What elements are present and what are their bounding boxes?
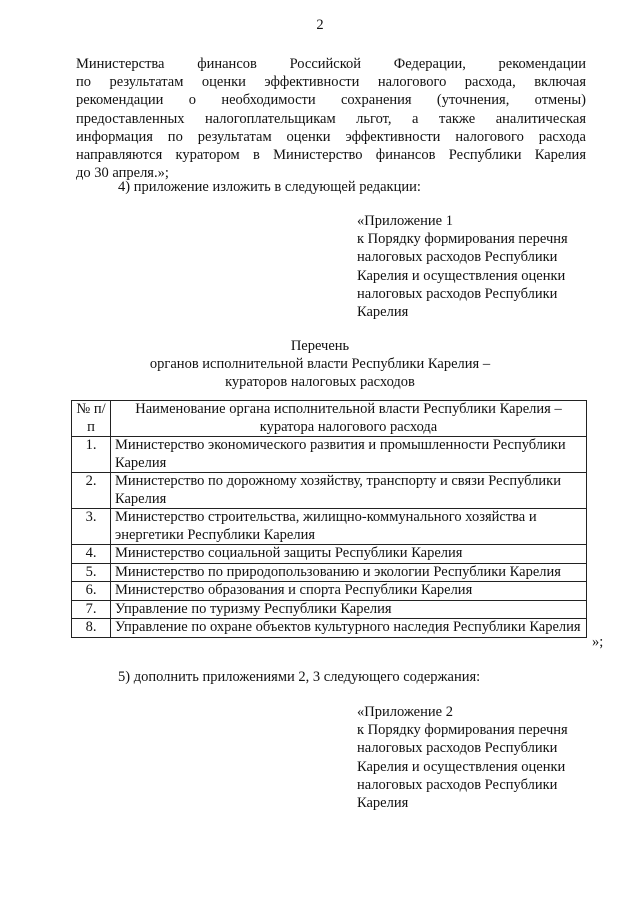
text-line: по результатам оценки эффективности налогового расхода, включая xyxy=(76,74,586,91)
row-name: Министерство экономического развития и промышленности Республики Карелия xyxy=(111,437,587,473)
text-line: до 30 апреля.»; xyxy=(76,165,169,182)
appendix-line: Карелия и осуществления оценки xyxy=(357,267,566,284)
text-line: Министерства финансов Российской Федерации, рекомендации xyxy=(76,56,586,72)
row-number: 7. xyxy=(72,600,111,619)
item-4-text: 4) приложение изложить в следующей редакции: xyxy=(118,179,421,195)
row-number: 8. xyxy=(72,619,111,638)
text-line: предоставленных налогоплательщикам льгот, а также аналитическая xyxy=(76,110,586,127)
table-row xyxy=(72,473,587,509)
row-number: 5. xyxy=(72,563,111,582)
appendix-line: налоговых расходов Республики xyxy=(357,776,558,793)
row-name: Министерство строительства, жилищно-коммунального хозяйства и энергетики Республики Карелия xyxy=(111,509,587,545)
appendix-1-heading xyxy=(357,212,607,321)
appendix-line: Карелия и осуществления оценки xyxy=(357,758,566,775)
appendix-line: к Порядку формирования перечня xyxy=(357,722,568,739)
text-line: информация по результатам оценки эффективности налогового расхода xyxy=(76,128,586,145)
row-number: 3. xyxy=(72,509,111,545)
table-row xyxy=(72,582,587,601)
row-name: Управление по охране объектов культурного наследия Республики Карелия xyxy=(111,619,587,638)
table-row xyxy=(72,600,587,619)
header-number: № п/п xyxy=(72,401,111,437)
table-row xyxy=(72,545,587,564)
curators-table xyxy=(71,400,587,638)
row-number: 2. xyxy=(72,473,111,509)
appendix-line: налоговых расходов Республики xyxy=(357,285,558,302)
appendix-line: «Приложение 2 xyxy=(357,704,453,720)
row-name: Министерство по дорожному хозяйству, транспорту и связи Республики Карелия xyxy=(111,473,587,509)
row-number: 4. xyxy=(72,545,111,564)
title-line: органов исполнительной власти Республики Карелия – xyxy=(149,356,491,373)
page-number: 2 xyxy=(316,17,324,33)
row-number: 6. xyxy=(72,582,111,601)
row-name: Управление по туризму Республики Карелия xyxy=(111,600,587,619)
table-header-row xyxy=(72,401,587,437)
row-name: Министерство образования и спорта Республики Карелия xyxy=(111,582,587,601)
appendix-line: налоговых расходов Республики xyxy=(357,740,558,757)
row-name: Министерство по природопользованию и экологии Республики Карелия xyxy=(111,563,587,582)
title-line: кураторов налоговых расходов xyxy=(225,374,415,391)
row-number: 1. xyxy=(72,437,111,473)
appendix-line: Карелия xyxy=(357,304,409,321)
appendix-line: к Порядку формирования перечня xyxy=(357,231,568,248)
appendix-line: Карелия xyxy=(357,795,409,812)
table-closing-quote: »; xyxy=(592,634,604,650)
appendix-line: «Приложение 1 xyxy=(357,213,453,229)
title-line: Перечень xyxy=(290,338,350,354)
list-title xyxy=(0,337,640,392)
appendix-2-heading xyxy=(357,703,607,812)
table-row xyxy=(72,619,587,638)
appendix-line: налоговых расходов Республики xyxy=(357,249,558,266)
header-name: Наименование органа исполнительной власти Республики Карелия – куратора налогового расхода xyxy=(111,401,587,437)
row-name: Министерство социальной защиты Республики Карелия xyxy=(111,545,587,564)
text-line: рекомендации о необходимости сохранения (уточнения, отмены) xyxy=(76,92,586,109)
item-5-text: 5) дополнить приложениями 2, 3 следующего содержания: xyxy=(118,669,481,685)
table-row xyxy=(72,509,587,545)
intro-paragraph xyxy=(76,55,586,182)
text-line: направляются куратором в Министерство финансов Республики Карелия xyxy=(76,147,586,164)
table-row xyxy=(72,437,587,473)
table-row xyxy=(72,563,587,582)
